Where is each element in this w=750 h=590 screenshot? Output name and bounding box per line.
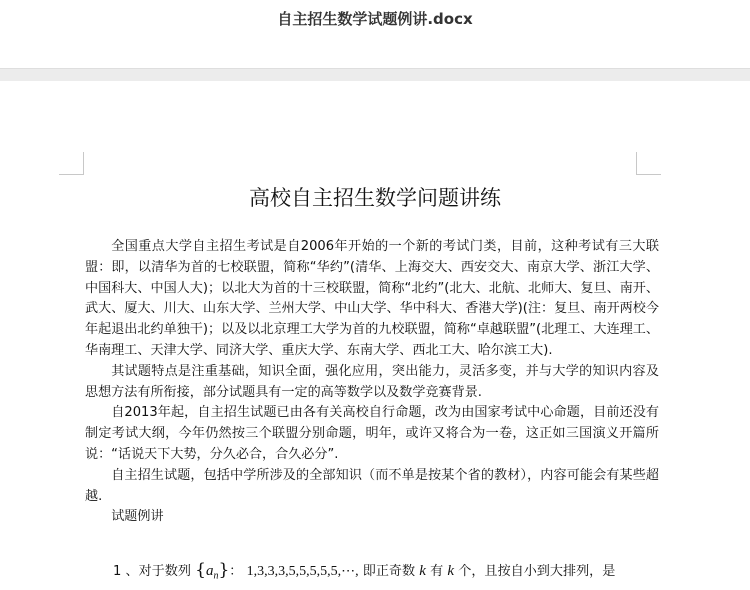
variable-k: k — [447, 563, 455, 579]
variable-k: k — [419, 563, 426, 579]
document-title: 高校自主招生数学问题讲练 — [249, 186, 501, 210]
page-gutter — [0, 68, 750, 82]
section-label: 试题例讲 — [111, 509, 164, 525]
title-bar — [0, 0, 750, 68]
paragraph: 自2013年起，自主招生试题已由各有关高校自行命题，改为由国家考试中心命题，目前还没有制定考试大纲，今年仍然按三个联盟分别命题，明年，或许又将合为一卷，这正如三国演义开篇所说：“话说天下大势，分久必合，合久必分”. — [85, 405, 659, 462]
question-suffix: 个，且按自小到大排列，是 — [454, 564, 616, 579]
margin-corner-mark-left — [59, 152, 84, 175]
document-name: 自主招生数学试题例讲.docx — [277, 10, 473, 28]
document-page[interactable] — [0, 81, 750, 590]
paragraph: 全国重点大学自主招生考试是自2006年开始的一个新的考试门类，目前，这种考试有三大联盟：即，以清华为首的七校联盟，简称“华约”(清华、上海交大、西安交大、南京大学、浙江大学、中国科大、中国人大)；以北大为首的十三校联盟，简称“北约”(北大、北航、北师大、复旦、南开、武大、厦大、川大、山东大学、兰州大学、中山大学、华中科大、香港大学)(注：复旦、南开两校今年起退出北约单独干)；以及以北京理工大学为首的九校联盟，简称“卓越联盟”(北理工、大连理工、华南理工、天津大学、同济大学、重庆大学、东南大学、西北工大、哈尔滨工大). — [85, 239, 659, 358]
brace-close: } — [218, 560, 230, 580]
brace-open: { — [195, 560, 206, 580]
sequence-symbol: a — [205, 563, 214, 579]
question-middle2: 有 — [425, 564, 444, 579]
question-1 — [113, 560, 673, 582]
document-body[interactable] — [85, 237, 659, 528]
paragraph: 自主招生试题，包括中学所涉及的全部知识（而不单是按某个省的教材），内容可能会有某些超越. — [85, 467, 659, 504]
sequence-values: 1,3,3,3,5,5,5,5,5,⋯, — [246, 564, 359, 579]
question-colon: ： — [229, 564, 243, 579]
paragraph: 其试题特点是注重基础，知识全面，强化应用，突出能力，灵活多变，并与大学的知识内容及思想方法有所衔接，部分试题具有一定的高等数学以及数学竞赛背景. — [85, 363, 659, 400]
margin-corner-mark-right — [636, 152, 661, 175]
question-middle: 即正奇数 — [358, 564, 416, 579]
question-prefix: 1 、对于数列 — [113, 564, 191, 579]
sequence-subscript: n — [213, 570, 219, 582]
